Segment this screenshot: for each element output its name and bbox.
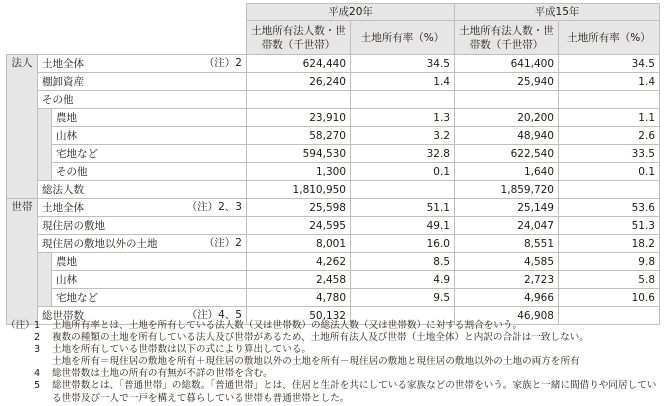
header-row-years — [7, 4, 660, 21]
footnote-label: （注） — [6, 320, 35, 331]
cell-h15-count: 4,585 — [455, 253, 559, 271]
cell-h20-rate: 3.2 — [351, 127, 455, 145]
row-label: 宅地など — [52, 145, 247, 163]
note-ref: （注）4、5 — [186, 309, 242, 321]
cell-h15-count: 25,940 — [455, 73, 559, 91]
header-h20: 平成20年 — [247, 4, 455, 21]
cell-h15-count: 8,551 — [455, 235, 559, 253]
row-label: 宅地など — [52, 289, 247, 307]
footnote-number: 4 — [34, 368, 41, 380]
table-row — [7, 145, 660, 163]
cell-h20-count: 8,001 — [247, 235, 351, 253]
cell-h20-rate: 1.3 — [351, 109, 455, 127]
footnote-text: 複数の種類の土地を所有している法人及び世帯があるため、土地所有法人及び世帯（土地全体）と内訳の合計は一致しない。 — [52, 332, 589, 344]
cell-h15-rate: 18.2 — [559, 235, 660, 253]
cell-h15-rate: 53.6 — [559, 199, 660, 217]
land-ownership-table — [6, 3, 660, 325]
table-row — [7, 199, 660, 217]
cell-h15-rate: 9.8 — [559, 253, 660, 271]
group-label-corp: 法人 — [7, 55, 38, 199]
row-label: 総法人数 — [38, 181, 247, 199]
table-row — [7, 181, 660, 199]
cell-h15-count: 641,400 — [455, 55, 559, 73]
table-row — [7, 127, 660, 145]
cell-h15-count: 2,723 — [455, 271, 559, 289]
cell-h20-count: 2,458 — [247, 271, 351, 289]
cell-h20-count: 624,440 — [247, 55, 351, 73]
table-row — [7, 289, 660, 307]
row-label: 土地全体 （注）2 — [38, 55, 247, 73]
cell-h20-rate: 51.1 — [351, 199, 455, 217]
row-label: 土地全体 （注）2、3 — [38, 199, 247, 217]
cell-h15-count: 24,047 — [455, 217, 559, 235]
cell-h20-rate: 32.8 — [351, 145, 455, 163]
table-row — [7, 109, 660, 127]
cell-h15-count: 25,149 — [455, 199, 559, 217]
footnote-text: 土地所有率とは、土地を所有している法人数（又は世帯数）の総法人数（又は世帯数）に対する割合をいう。 — [52, 320, 523, 331]
header-h20-count: 土地所有法人数・世帯数（千世帯） — [247, 21, 351, 55]
cell-h20-count: 4,780 — [247, 289, 351, 307]
cell-h20-count: 24,595 — [247, 217, 351, 235]
footnote-number: 1 — [34, 320, 41, 331]
row-label: 現住居の敷地以外の土地 （注）2 — [38, 235, 247, 253]
header-h15: 平成15年 — [455, 4, 660, 21]
cell-h20-count: 594,530 — [247, 145, 351, 163]
cell-h15-count — [455, 91, 559, 109]
cell-h15-rate: 33.5 — [559, 145, 660, 163]
cell-h15-rate — [559, 91, 660, 109]
row-label: その他 — [38, 91, 247, 109]
cell-h20-rate: 9.5 — [351, 289, 455, 307]
cell-h20-rate: 49.1 — [351, 217, 455, 235]
cell-h15-count: 1,640 — [455, 163, 559, 181]
footnotes — [6, 320, 661, 405]
row-label: 総世帯数 （注）4、5 — [38, 307, 247, 325]
cell-h15-count: 622,540 — [455, 145, 559, 163]
header-h15-rate: 土地所有率（%） — [559, 21, 660, 55]
footnote-3-formula: 土地を所有＝現住居の敷地を所有＋現住居の敷地以外の土地を所有－現住居の敷地と現住居の敷地以外の土地の両方を所有 — [52, 356, 580, 368]
cell-h20-rate: 34.5 — [351, 55, 455, 73]
cell-h20-rate: 1.4 — [351, 73, 455, 91]
table-row — [7, 55, 660, 73]
cell-h15-count: 4,966 — [455, 289, 559, 307]
cell-h20-rate: 0.1 — [351, 163, 455, 181]
row-label: 農地 — [52, 109, 247, 127]
table-row — [7, 235, 660, 253]
row-label: 山林 — [52, 271, 247, 289]
cell-h20-count: 26,240 — [247, 73, 351, 91]
cell-h15-rate: 2.6 — [559, 127, 660, 145]
header-h15-count: 土地所有法人数・世帯数（千世帯） — [455, 21, 559, 55]
footnote-2 — [6, 332, 661, 344]
cell-h20-rate — [351, 181, 455, 199]
cell-h15-rate — [559, 181, 660, 199]
note-ref: （注）2 — [203, 57, 242, 69]
footnote-text: 土地を所有している世帯数は以下の式により算出している。 — [52, 344, 312, 356]
cell-h15-count: 1,859,720 — [455, 181, 559, 199]
cell-h20-rate — [351, 91, 455, 109]
cell-h15-count: 20,200 — [455, 109, 559, 127]
footnote-number: 5 — [34, 380, 41, 392]
cell-h20-count: 23,910 — [247, 109, 351, 127]
indent-cell — [38, 109, 52, 181]
cell-h20-count: 1,300 — [247, 163, 351, 181]
cell-h20-rate: 16.0 — [351, 235, 455, 253]
table-row — [7, 163, 660, 181]
table-row — [7, 271, 660, 289]
header-h20-rate: 土地所有率（%） — [351, 21, 455, 55]
footnote-text: 総世帯数は土地の所有の有無が不詳の世帯を含む。 — [52, 368, 273, 380]
cell-h20-count: 4,262 — [247, 253, 351, 271]
footnote-number: 2 — [34, 332, 41, 344]
cell-h15-count: 48,940 — [455, 127, 559, 145]
cell-h15-rate: 0.1 — [559, 163, 660, 181]
cell-h20-count: 58,270 — [247, 127, 351, 145]
cell-h15-rate: 10.6 — [559, 289, 660, 307]
cell-h20-count: 1,810,950 — [247, 181, 351, 199]
cell-h20-count — [247, 91, 351, 109]
group-label-household: 世帯 — [7, 199, 38, 325]
cell-h20-rate: 4.9 — [351, 271, 455, 289]
table-row — [7, 217, 660, 235]
footnote-4 — [6, 368, 661, 380]
cell-h20-count: 50,132 — [247, 307, 351, 325]
footnote-5 — [6, 380, 661, 404]
cell-h15-rate: 51.3 — [559, 217, 660, 235]
row-label: 農地 — [52, 253, 247, 271]
table-row — [7, 253, 660, 271]
footnote-text: 総世帯数とは、「普通世帯」の総数。「普通世帯」とは、住居と生計を共にしている家族などの世帯をいう。家族と一緒に間借りや同居している世帯及び一人で一戸を構えて暮らしている世帯も普通世帯とした。 — [52, 380, 657, 404]
note-ref: （注）2 — [203, 237, 242, 249]
table-row — [7, 73, 660, 91]
cell-h20-rate: 8.5 — [351, 253, 455, 271]
cell-h15-rate: 1.1 — [559, 109, 660, 127]
row-label: 現住居の敷地 — [38, 217, 247, 235]
cell-h15-rate: 1.4 — [559, 73, 660, 91]
footnote-1 — [6, 320, 661, 332]
indent-cell — [38, 253, 52, 307]
cell-h15-rate: 34.5 — [559, 55, 660, 73]
header-row-columns — [7, 21, 660, 55]
cell-h15-count: 46,908 — [455, 307, 559, 325]
row-label: 棚卸資産 — [38, 73, 247, 91]
cell-h20-count: 25,598 — [247, 199, 351, 217]
row-label: その他 — [52, 163, 247, 181]
footnote-number: 3 — [34, 344, 41, 356]
note-ref: （注）2、3 — [186, 201, 242, 213]
cell-h15-rate: 5.8 — [559, 271, 660, 289]
footnote-3 — [6, 344, 661, 356]
row-label: 山林 — [52, 127, 247, 145]
table-row — [7, 91, 660, 109]
